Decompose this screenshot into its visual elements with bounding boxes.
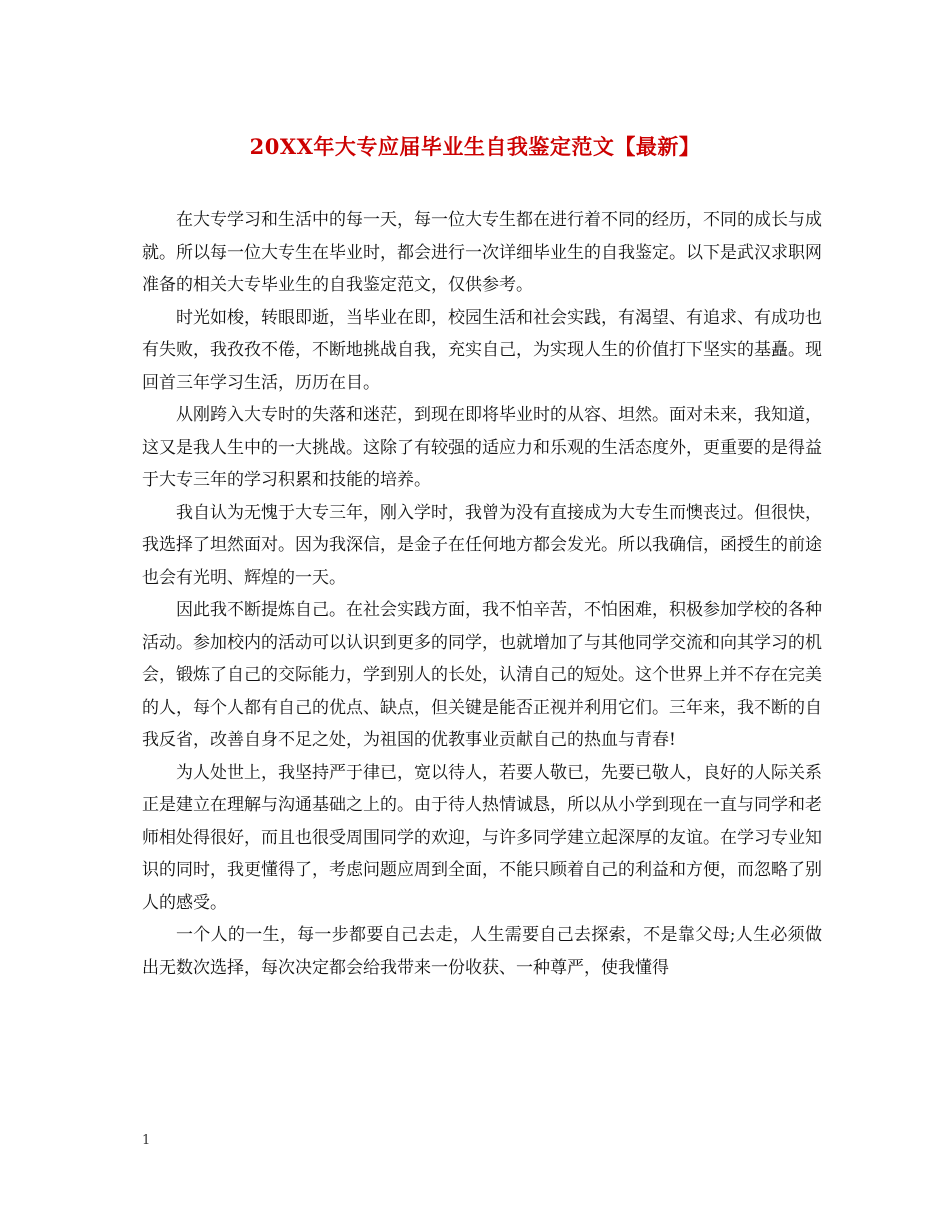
document-body: [142, 204, 822, 984]
document-title: 20XX年大专应届毕业生自我鉴定范文【最新】: [249, 134, 701, 159]
paragraph-1: 在大专学习和生活中的每一天，每一位大专生都在进行着不同的经历，不同的成长与成就。所以每一位大专生在毕业时，都会进行一次详细毕业生的自我鉴定。以下是武汉求职网准备的相关大专毕业生的自我鉴定范文，仅供参考。: [142, 210, 822, 295]
paragraph-3: 从刚跨入大专时的失落和迷茫，到现在即将毕业时的从容、坦然。面对未来，我知道，这又是我人生中的一大挑战。这除了有较强的适应力和乐观的生活态度外，更重要的是得益于大专三年的学习积累和技能的培养。: [142, 405, 822, 490]
paragraph-2: 时光如梭，转眼即逝，当毕业在即，校园生活和社会实践，有渴望、有追求、有成功也有失败，我孜孜不倦，不断地挑战自我，充实自己，为实现人生的价值打下坚实的基矗。现回首三年学习生活，历历在目。: [142, 307, 822, 393]
page-number: 1: [142, 1133, 151, 1148]
paragraph-7: 一个人的一生，每一步都要自己去走，人生需要自己去探索，不是靠父母;人生必须做出无数次选择，每次决定都会给我带来一份收获、一种尊严，使我懂得: [142, 925, 822, 978]
paragraph-5: 因此我不断提炼自己。在社会实践方面，我不怕辛苦，不怕困难，积极参加学校的各种活动。参加校内的活动可以认识到更多的同学，也就增加了与其他同学交流和向其学习的机会，锻炼了自己的交际能力，学到别人的长处，认清自己的短处。这个世界上并不存在完美的人，每个人都有自己的优点、缺点，但关键是能否正视并利用它们。三年来，我不断的自我反省，改善自身不足之处，为祖国的优教事业贡献自己的热血与青春!: [142, 600, 822, 750]
paragraph-6: 为人处世上，我坚持严于律已，宽以待人，若要人敬已，先要已敬人，良好的人际关系正是建立在理解与沟通基础之上的。由于待人热情诚恳，所以从小学到现在一直与同学和老师相处得很好，而且也很受周围同学的欢迎，与许多同学建立起深厚的友谊。在学习专业知识的同时，我更懂得了，考虑问题应周到全面，不能只顾着自己的利益和方便，而忽略了别人的感受。: [142, 762, 822, 913]
paragraph-4: 我自认为无愧于大专三年，刚入学时，我曾为没有直接成为大专生而懊丧过。但很快，我选择了坦然面对。因为我深信，是金子在任何地方都会发光。所以我确信，函授生的前途也会有光明、辉煌的一天。: [142, 502, 822, 588]
